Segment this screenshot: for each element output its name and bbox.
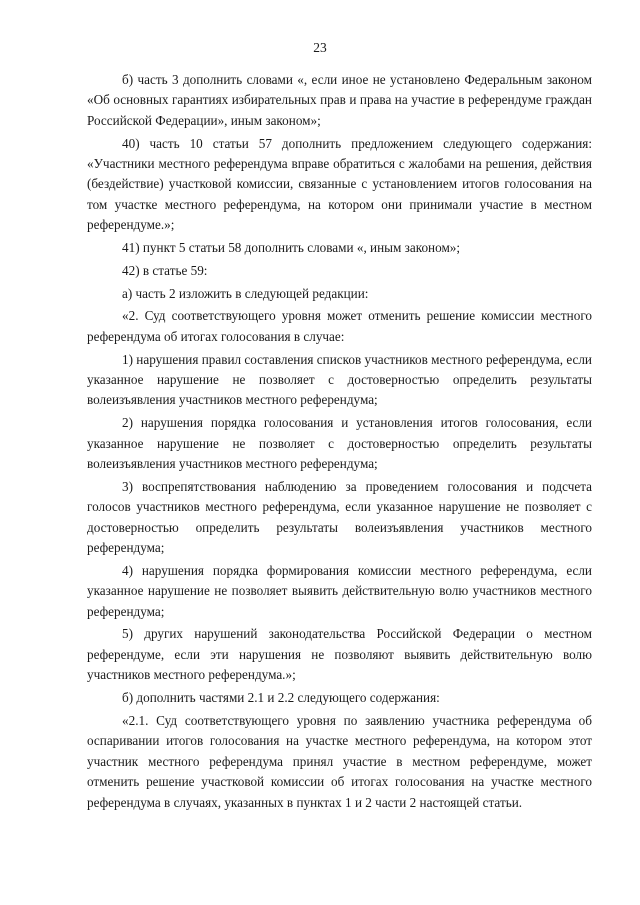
paragraph-case-2: 2) нарушения порядка голосования и установления итогов голосования, если указанное нарушение не позволяет с достоверностью определить результаты волеизъявления участников местного референдума; <box>87 415 592 472</box>
paragraph-item-42: 42) в статье 59: <box>122 262 208 278</box>
paragraph-case-1: 1) нарушения правил составления списков участников местного референдума, если указанное нарушение не позволяет с достоверностью определить результаты волеизъявления участников местного референдума; <box>87 351 592 408</box>
paragraph-case-4: 4) нарушения порядка формирования комиссии местного референдума, если указанное нарушение не позволяет выявить действительную волю участников местного референдума; <box>87 562 592 619</box>
paragraph-subitem-b: б) дополнить частями 2.1 и 2.2 следующего содержания: <box>122 690 440 706</box>
paragraph-part-2-1: «2.1. Суд соответствующего уровня по заявлению участника референдума об оспаривании итогов голосования на участке местного референдума, на котором этот участник местного референдума принял участие в местном референдуме, может отменить решение участковой комиссии об итогах голосования на участке местного референдума в случаях, указанных в пунктах 1 и 2 части 2 настоящей статьи. <box>87 712 592 810</box>
document-body <box>87 70 592 815</box>
paragraph-case-5: 5) других нарушений законодательства Российской Федерации о местном референдуме, если эти нарушения не позволяют выявить действительную волю участников местного референдума.»; <box>87 626 592 683</box>
paragraph-case-3: 3) воспрепятствования наблюдению за проведением голосования и подсчета голосов участников местного референдума, если указанное нарушение не позволяет с достоверностью определить результаты волеизъявления участников местного референдума; <box>87 478 592 556</box>
page-number: 23 <box>313 40 327 55</box>
paragraph-item-40: 40) часть 10 статьи 57 дополнить предложением следующего содержания: «Участники местного референдума вправе обратиться с жалобами на решения, действия (бездействие) участковой комиссии, связанные с установлением итогов голосования на том участке местного референдума, на котором они принимали участие в местном референдуме.»; <box>87 135 592 233</box>
paragraph-item-41: 41) пункт 5 статьи 58 дополнить словами «, иным законом»; <box>122 240 461 256</box>
paragraph-part-2-text: «2. Суд соответствующего уровня может отменить решение комиссии местного референдума об итогах голосования в случае: <box>87 308 592 344</box>
paragraph-subitem-a: а) часть 2 изложить в следующей редакции: <box>122 285 369 301</box>
paragraph-part-3-amendment: б) часть 3 дополнить словами «, если иное не установлено Федеральным законом «Об основных гарантиях избирательных прав и права на участие в референдуме граждан Российской Федерации», иным законом»; <box>87 72 592 128</box>
